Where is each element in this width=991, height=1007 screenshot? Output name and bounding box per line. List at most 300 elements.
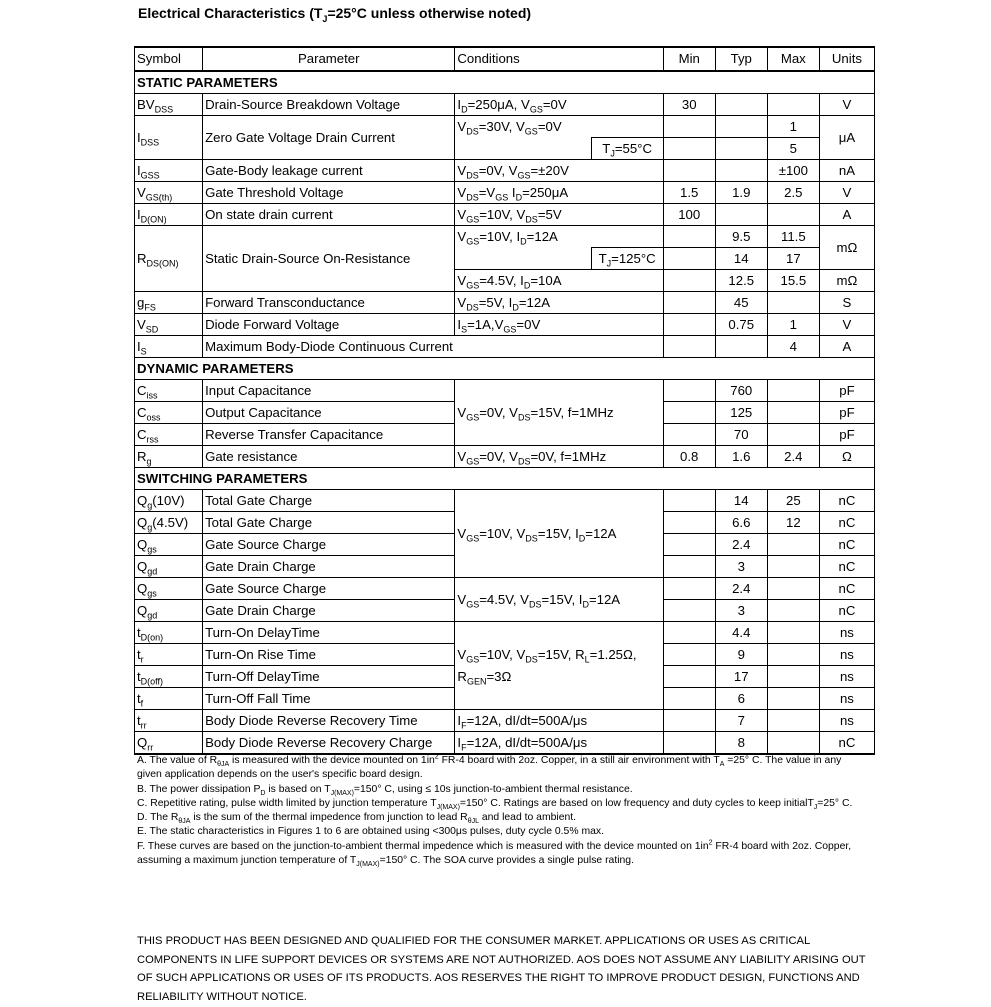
condition-text: =10V, V — [479, 646, 526, 662]
conditions-cell — [455, 204, 663, 226]
footnotes — [137, 754, 857, 868]
parameter-cell: Total Gate Charge — [203, 512, 455, 534]
unit-cell: mΩ — [819, 270, 874, 292]
condition-subscript: DS — [525, 654, 538, 665]
parameter-cell: Static Drain-Source On-Resistance — [203, 226, 455, 292]
max-cell: 12 — [767, 512, 819, 534]
note-e: E. The static characteristics in Figures 1 to 6 are obtained using <300μs pulses, duty cycle 0.5% max. — [137, 826, 604, 838]
typ-cell: 2.4 — [715, 534, 767, 556]
max-cell: 2.4 — [767, 446, 819, 468]
max-cell: 2.5 — [767, 182, 819, 204]
symbol-cell: $Q_g(10V)$ — [135, 490, 203, 512]
condition-text: I — [457, 316, 462, 332]
symbol-cell: $C_{iss}$ — [135, 380, 203, 402]
typ-cell: 6.6 — [715, 512, 767, 534]
conditions-cell — [455, 270, 663, 292]
symbol-cell: $Q_{gs}$ — [135, 534, 203, 556]
unit-cell: mΩ — [819, 226, 874, 270]
parameter-cell: Total Gate Charge — [203, 490, 455, 512]
max-cell — [767, 402, 819, 424]
condition-text: R — [457, 668, 467, 684]
condition-subscript: DS — [466, 126, 479, 137]
typ-cell: 7 — [715, 710, 767, 732]
condition-text: =10V, V — [479, 525, 526, 541]
table-row — [135, 226, 875, 248]
condition-text: =250μA, V — [467, 96, 530, 112]
note-f — [137, 840, 857, 869]
symbol-cell: $t_{D(off)}$ — [135, 666, 203, 688]
parameter-cell: Body Diode Reverse Recovery Time — [203, 710, 455, 732]
unit-cell: V — [819, 94, 874, 116]
condition-subscript: GS — [466, 599, 480, 610]
unit-cell: A — [819, 336, 874, 358]
table-row — [135, 490, 875, 512]
unit-cell: nC — [819, 600, 874, 622]
parameter-cell: Turn-On Rise Time — [203, 644, 455, 666]
parameter-cell: Input Capacitance — [203, 380, 455, 402]
note-b — [137, 783, 857, 797]
condition-subscript: D — [512, 302, 519, 313]
table-row — [135, 578, 875, 600]
symbol-cell: $Q_g(4.5V)$ — [135, 512, 203, 534]
note-text: =150° C. Ratings are based on low frequency and duty cycles to keep initialT — [459, 797, 814, 809]
note-text: FR-4 board with 2oz. Copper, assuming a maximum junction temperature of T — [137, 840, 852, 867]
disclaimer: THIS PRODUCT HAS BEEN DESIGNED AND QUALIFIED FOR THE CONSUMER MARKET. APPLICATIONS OR USES AS CRITICAL COMPONENTS IN LIFE SUPPORT DEVICES OR SYSTEMS ARE NOT AUTHORIZED. AOS DOES NOT ASSUME ANY LIABILITY ARISING OUT OF SUCH APPLICATIONS OR USES OF ITS PRODUCTS. AOS RESERVES THE RIGHT TO IMPROVE PRODUCT DESIGN, FUNCTIONS AND RELIABILITY WITHOUT NOTICE. — [137, 935, 866, 1004]
note-text: and lead to ambient. — [478, 812, 577, 824]
symbol-cell: $Q_{rr}$ — [135, 732, 203, 755]
typ-cell — [715, 94, 767, 116]
unit-cell: V — [819, 314, 874, 336]
min-cell — [663, 512, 715, 534]
condition-text: =0V, V — [479, 404, 518, 420]
condition-text: =15V, I — [537, 525, 579, 541]
max-cell: 17 — [767, 248, 819, 270]
min-cell — [663, 578, 715, 600]
parameter-cell: Body Diode Reverse Recovery Charge — [203, 732, 455, 755]
note-text: =150° C. The SOA curve provides a single pulse rating. — [379, 855, 634, 867]
typ-cell: 760 — [715, 380, 767, 402]
symbol-cell: $g_{FS}$ — [135, 292, 203, 314]
condition-text: =12A, dI/dt=500A/μs — [466, 712, 588, 728]
typ-cell: 45 — [715, 292, 767, 314]
section-row — [135, 468, 875, 490]
parameter-cell: Turn-Off Fall Time — [203, 688, 455, 710]
max-cell — [767, 732, 819, 755]
note-text: C. Repetitive rating, pulse width limited by junction temperature T — [137, 797, 437, 809]
section-dynamic: DYNAMIC PARAMETERS — [135, 358, 875, 380]
max-cell: 15.5 — [767, 270, 819, 292]
parameter-cell: Reverse Transfer Capacitance — [203, 424, 455, 446]
conditions-cell — [455, 380, 663, 446]
condition-text: =12A — [588, 591, 621, 607]
condition-text: V — [457, 118, 467, 134]
min-cell: 100 — [663, 204, 715, 226]
note-script: J(MAX) — [330, 789, 354, 797]
unit-cell: pF — [819, 424, 874, 446]
typ-cell: 3 — [715, 600, 767, 622]
symbol-cell: $BV_{DSS}$ — [135, 94, 203, 116]
condition-text: =0V — [542, 96, 567, 112]
max-cell — [767, 534, 819, 556]
conditions-cell — [455, 94, 663, 116]
header-symbol: Symbol — [135, 47, 203, 71]
condition-subscript: GS — [503, 324, 517, 335]
unit-cell: nC — [819, 556, 874, 578]
min-cell — [663, 534, 715, 556]
condition-text: =15V, I — [541, 591, 583, 607]
header-units: Units — [819, 47, 874, 71]
condition-subscript: GS — [495, 192, 509, 203]
parameter-cell: Gate-Body leakage current — [203, 160, 455, 182]
condition-text: V — [457, 184, 467, 200]
condition-subscript: DS — [466, 170, 479, 181]
header-parameter: Parameter — [203, 47, 455, 71]
section-static: STATIC PARAMETERS — [135, 71, 875, 94]
min-cell: 30 — [663, 94, 715, 116]
typ-cell — [715, 138, 767, 160]
note-script: θJL — [467, 818, 479, 826]
unit-cell: S — [819, 292, 874, 314]
parameter-cell: Zero Gate Voltage Drain Current — [203, 116, 455, 160]
min-cell — [663, 270, 715, 292]
unit-cell: ns — [819, 710, 874, 732]
parameter-cell: Turn-Off DelayTime — [203, 666, 455, 688]
typ-cell: 0.75 — [715, 314, 767, 336]
parameter-cell: Gate Threshold Voltage — [203, 182, 455, 204]
unit-cell: nC — [819, 512, 874, 534]
unit-cell: μA — [819, 116, 874, 160]
condition-subscript: D — [582, 599, 589, 610]
condition-subscript: DS — [517, 456, 531, 467]
max-cell — [767, 688, 819, 710]
condition-text: =10V, I — [479, 228, 521, 244]
condition-text: V — [457, 591, 467, 607]
typ-cell: 1.6 — [715, 446, 767, 468]
typ-cell: 14 — [715, 248, 767, 270]
symbol-cell: $t_{rr}$ — [135, 710, 203, 732]
condition-subscript: F — [461, 720, 467, 731]
parameter-cell: On state drain current — [203, 204, 455, 226]
table-row — [135, 116, 875, 138]
condition-subscript: DS — [525, 214, 538, 225]
typ-cell: 3 — [715, 556, 767, 578]
symbol-cell: $Q_{gd}$ — [135, 556, 203, 578]
max-cell — [767, 292, 819, 314]
note-text: D. The R — [137, 812, 179, 824]
tj-condition-cell: $T_J=125^\circ C$ — [591, 248, 663, 270]
typ-cell: 9.5 — [715, 226, 767, 248]
condition-subscript: L — [584, 654, 590, 665]
header-min: Min — [663, 47, 715, 71]
unit-cell: nC — [819, 732, 874, 755]
max-cell — [767, 600, 819, 622]
condition-text: =0V, V — [478, 162, 518, 178]
parameter-cell: Gate resistance — [203, 446, 455, 468]
condition-text: =5V — [537, 206, 562, 222]
condition-subscript: DS — [528, 599, 542, 610]
unit-cell: A — [819, 204, 874, 226]
max-cell — [767, 578, 819, 600]
conditions-cell — [455, 446, 663, 468]
condition-text: =4.5V, V — [479, 591, 529, 607]
conditions-cell — [455, 314, 663, 336]
min-cell — [663, 600, 715, 622]
condition-text: =V — [478, 184, 496, 200]
symbol-cell: $I_{GSS}$ — [135, 160, 203, 182]
typ-cell: 17 — [715, 666, 767, 688]
table-row — [135, 94, 875, 116]
note-text: is the sum of the thermal impedence from junction to lead R — [190, 812, 468, 824]
condition-text: =10V, V — [479, 206, 526, 222]
unit-cell: ns — [819, 666, 874, 688]
max-cell — [767, 622, 819, 644]
min-cell — [663, 226, 715, 248]
max-cell — [767, 204, 819, 226]
note-text: F. These curves are based on the junction-to-ambient thermal impedence which is measured with the device mounted on 1in — [137, 840, 709, 852]
symbol-cell: $C_{oss}$ — [135, 402, 203, 424]
tj-condition-cell: $T_J=55^\circ C$ — [591, 138, 663, 160]
conditions-spacer — [455, 138, 591, 160]
min-cell — [663, 556, 715, 578]
conditions-cell — [455, 622, 663, 710]
min-cell — [663, 380, 715, 402]
symbol-cell: $Q_{gs}$ — [135, 578, 203, 600]
max-cell — [767, 94, 819, 116]
typ-cell: 8 — [715, 732, 767, 755]
typ-cell: 1.9 — [715, 182, 767, 204]
parameter-cell: Gate Source Charge — [203, 578, 455, 600]
section-row — [135, 71, 875, 94]
condition-text: =12A — [585, 525, 617, 541]
condition-subscript: DS — [466, 302, 479, 313]
symbol-cell: $t_r$ — [135, 644, 203, 666]
condition-text: =0V, V — [479, 448, 518, 464]
parameter-cell: Forward Transconductance — [203, 292, 455, 314]
condition-subscript: GS — [517, 170, 531, 181]
table-row — [135, 446, 875, 468]
max-cell — [767, 710, 819, 732]
condition-subscript: GS — [466, 654, 480, 665]
condition-subscript: GS — [466, 456, 480, 467]
conditions-cell — [455, 160, 663, 182]
condition-text: =15V, f=1MHz — [530, 404, 614, 420]
parameter-cell: Diode Forward Voltage — [203, 314, 455, 336]
condition-text: I — [457, 96, 462, 112]
condition-subscript: S — [461, 324, 468, 335]
max-cell: 5 — [767, 138, 819, 160]
symbol-cell: $t_{D(on)}$ — [135, 622, 203, 644]
symbol-cell: $R_g$ — [135, 446, 203, 468]
condition-text: =1.25Ω, — [589, 646, 637, 662]
note-text: B. The power dissipation P — [137, 783, 261, 795]
min-cell — [663, 292, 715, 314]
min-cell — [663, 644, 715, 666]
typ-cell: 70 — [715, 424, 767, 446]
condition-text: =0V — [516, 316, 541, 332]
electrical-characteristics-table — [134, 46, 875, 755]
conditions-cell — [455, 292, 663, 314]
condition-text: =3Ω — [486, 668, 512, 684]
unit-cell: pF — [819, 402, 874, 424]
min-cell: 0.8 — [663, 446, 715, 468]
note-script: 2 — [708, 839, 713, 847]
condition-subscript: GEN — [466, 676, 487, 687]
table-row — [135, 622, 875, 644]
page-title: Electrical Characteristics ($T_J=25^\circ C$ unless otherwise noted) — [138, 5, 532, 24]
parameter-cell: Gate Source Charge — [203, 534, 455, 556]
section-switching: SWITCHING PARAMETERS — [135, 468, 875, 490]
unit-cell: ns — [819, 644, 874, 666]
condition-subscript: D — [461, 104, 468, 115]
unit-cell: nA — [819, 160, 874, 182]
note-text: is measured with the device mounted on 1in — [229, 755, 435, 766]
max-cell: 1 — [767, 314, 819, 336]
condition-text: V — [457, 646, 467, 662]
typ-cell — [715, 336, 767, 358]
condition-text: =0V, f=1MHz — [530, 448, 607, 464]
condition-text: =4.5V, I — [479, 272, 524, 288]
condition-text: =1A,V — [467, 316, 504, 332]
unit-cell: V — [819, 182, 874, 204]
unit-cell: nC — [819, 490, 874, 512]
condition-text: =250μA — [522, 184, 569, 200]
symbol-cell: $V_{SD}$ — [135, 314, 203, 336]
note-script: θJA — [217, 761, 230, 769]
condition-text: =0V — [537, 118, 562, 134]
table-row — [135, 336, 875, 358]
condition-subscript: GS — [524, 126, 538, 137]
min-cell — [663, 666, 715, 688]
condition-subscript: GS — [466, 412, 480, 423]
min-cell — [663, 160, 715, 182]
typ-cell: 9 — [715, 644, 767, 666]
condition-subscript: D — [578, 533, 586, 544]
note-text: =25° C. — [817, 797, 853, 809]
min-cell — [663, 336, 715, 358]
header-conditions: Conditions — [455, 47, 663, 71]
symbol-cell: $t_f$ — [135, 688, 203, 710]
condition-text: I — [457, 734, 462, 750]
typ-cell — [715, 204, 767, 226]
condition-subscript: DS — [466, 192, 479, 203]
max-cell: 1 — [767, 116, 819, 138]
note-script: J(MAX) — [436, 803, 460, 811]
note-text: FR-4 board with 2oz. Copper, in a still air environment with T — [438, 755, 720, 766]
note-text: A. The value of R — [137, 755, 218, 766]
note-text: =150° C, using ≤ 10s junction-to-ambient thermal resistance. — [353, 783, 633, 795]
condition-subscript: DS — [517, 412, 531, 423]
parameter-cell: Drain-Source Breakdown Voltage — [203, 94, 455, 116]
min-cell — [663, 314, 715, 336]
note-c — [137, 797, 857, 811]
note-text: is based on T — [265, 783, 331, 795]
min-cell — [663, 402, 715, 424]
condition-text: =12A, dI/dt=500A/μs — [466, 734, 588, 750]
min-cell — [663, 710, 715, 732]
condition-text: V — [457, 404, 467, 420]
parameter-cell: Gate Drain Charge — [203, 600, 455, 622]
min-cell: 1.5 — [663, 182, 715, 204]
typ-cell — [715, 116, 767, 138]
condition-subscript: D — [520, 236, 527, 247]
note-script: D — [260, 789, 266, 797]
max-cell: ±100 — [767, 160, 819, 182]
table-row — [135, 710, 875, 732]
table-row — [135, 380, 875, 402]
conditions-cell — [455, 116, 663, 138]
conditions-cell — [455, 732, 663, 755]
condition-text: =±20V — [530, 162, 569, 178]
condition-subscript: GS — [529, 104, 543, 115]
min-cell — [663, 424, 715, 446]
typ-cell: 125 — [715, 402, 767, 424]
min-cell — [663, 732, 715, 755]
table-header-row — [135, 47, 875, 71]
condition-subscript: F — [461, 742, 467, 753]
symbol-cell: $R_{DS(ON)}$ — [135, 226, 203, 292]
typ-cell: 6 — [715, 688, 767, 710]
parameter-cell: Gate Drain Charge — [203, 556, 455, 578]
symbol-cell: $C_{rss}$ — [135, 424, 203, 446]
max-cell — [767, 380, 819, 402]
max-cell — [767, 666, 819, 688]
max-cell: 25 — [767, 490, 819, 512]
note-script: 2 — [434, 753, 439, 761]
condition-text: V — [457, 206, 467, 222]
table-row — [135, 204, 875, 226]
condition-subscript: GS — [466, 236, 480, 247]
unit-cell: nC — [819, 534, 874, 556]
max-cell — [767, 644, 819, 666]
min-cell — [663, 490, 715, 512]
note-script: θJA — [178, 818, 191, 826]
typ-cell: 4.4 — [715, 622, 767, 644]
min-cell — [663, 688, 715, 710]
unit-cell: Ω — [819, 446, 874, 468]
min-cell — [663, 138, 715, 160]
max-cell: 11.5 — [767, 226, 819, 248]
symbol-cell: $Q_{gd}$ — [135, 600, 203, 622]
conditions-cell — [455, 490, 663, 578]
condition-text: I — [457, 712, 462, 728]
typ-cell: 14 — [715, 490, 767, 512]
table-row — [135, 292, 875, 314]
header-typ: Typ — [715, 47, 767, 71]
min-cell — [663, 248, 715, 270]
conditions-cell — [455, 182, 663, 204]
table-row — [135, 732, 875, 755]
table-row — [135, 314, 875, 336]
unit-cell: ns — [819, 688, 874, 710]
condition-text: =10A — [530, 272, 562, 288]
condition-text: =30V, V — [478, 118, 525, 134]
condition-subscript: GS — [466, 214, 480, 225]
symbol-cell: $I_S$ — [135, 336, 203, 358]
symbol-cell: $I_{D(ON)}$ — [135, 204, 203, 226]
unit-cell: nC — [819, 578, 874, 600]
unit-cell: pF — [819, 380, 874, 402]
condition-subscript: GS — [466, 533, 480, 544]
typ-cell — [715, 160, 767, 182]
parameter-cell: Output Capacitance — [203, 402, 455, 424]
condition-text: V — [457, 228, 467, 244]
conditions-cell — [455, 226, 663, 248]
parameter-cell: Maximum Body-Diode Continuous Current — [203, 336, 664, 358]
min-cell — [663, 116, 715, 138]
condition-text: I — [508, 184, 516, 200]
typ-cell: 2.4 — [715, 578, 767, 600]
note-script: J — [813, 803, 818, 811]
